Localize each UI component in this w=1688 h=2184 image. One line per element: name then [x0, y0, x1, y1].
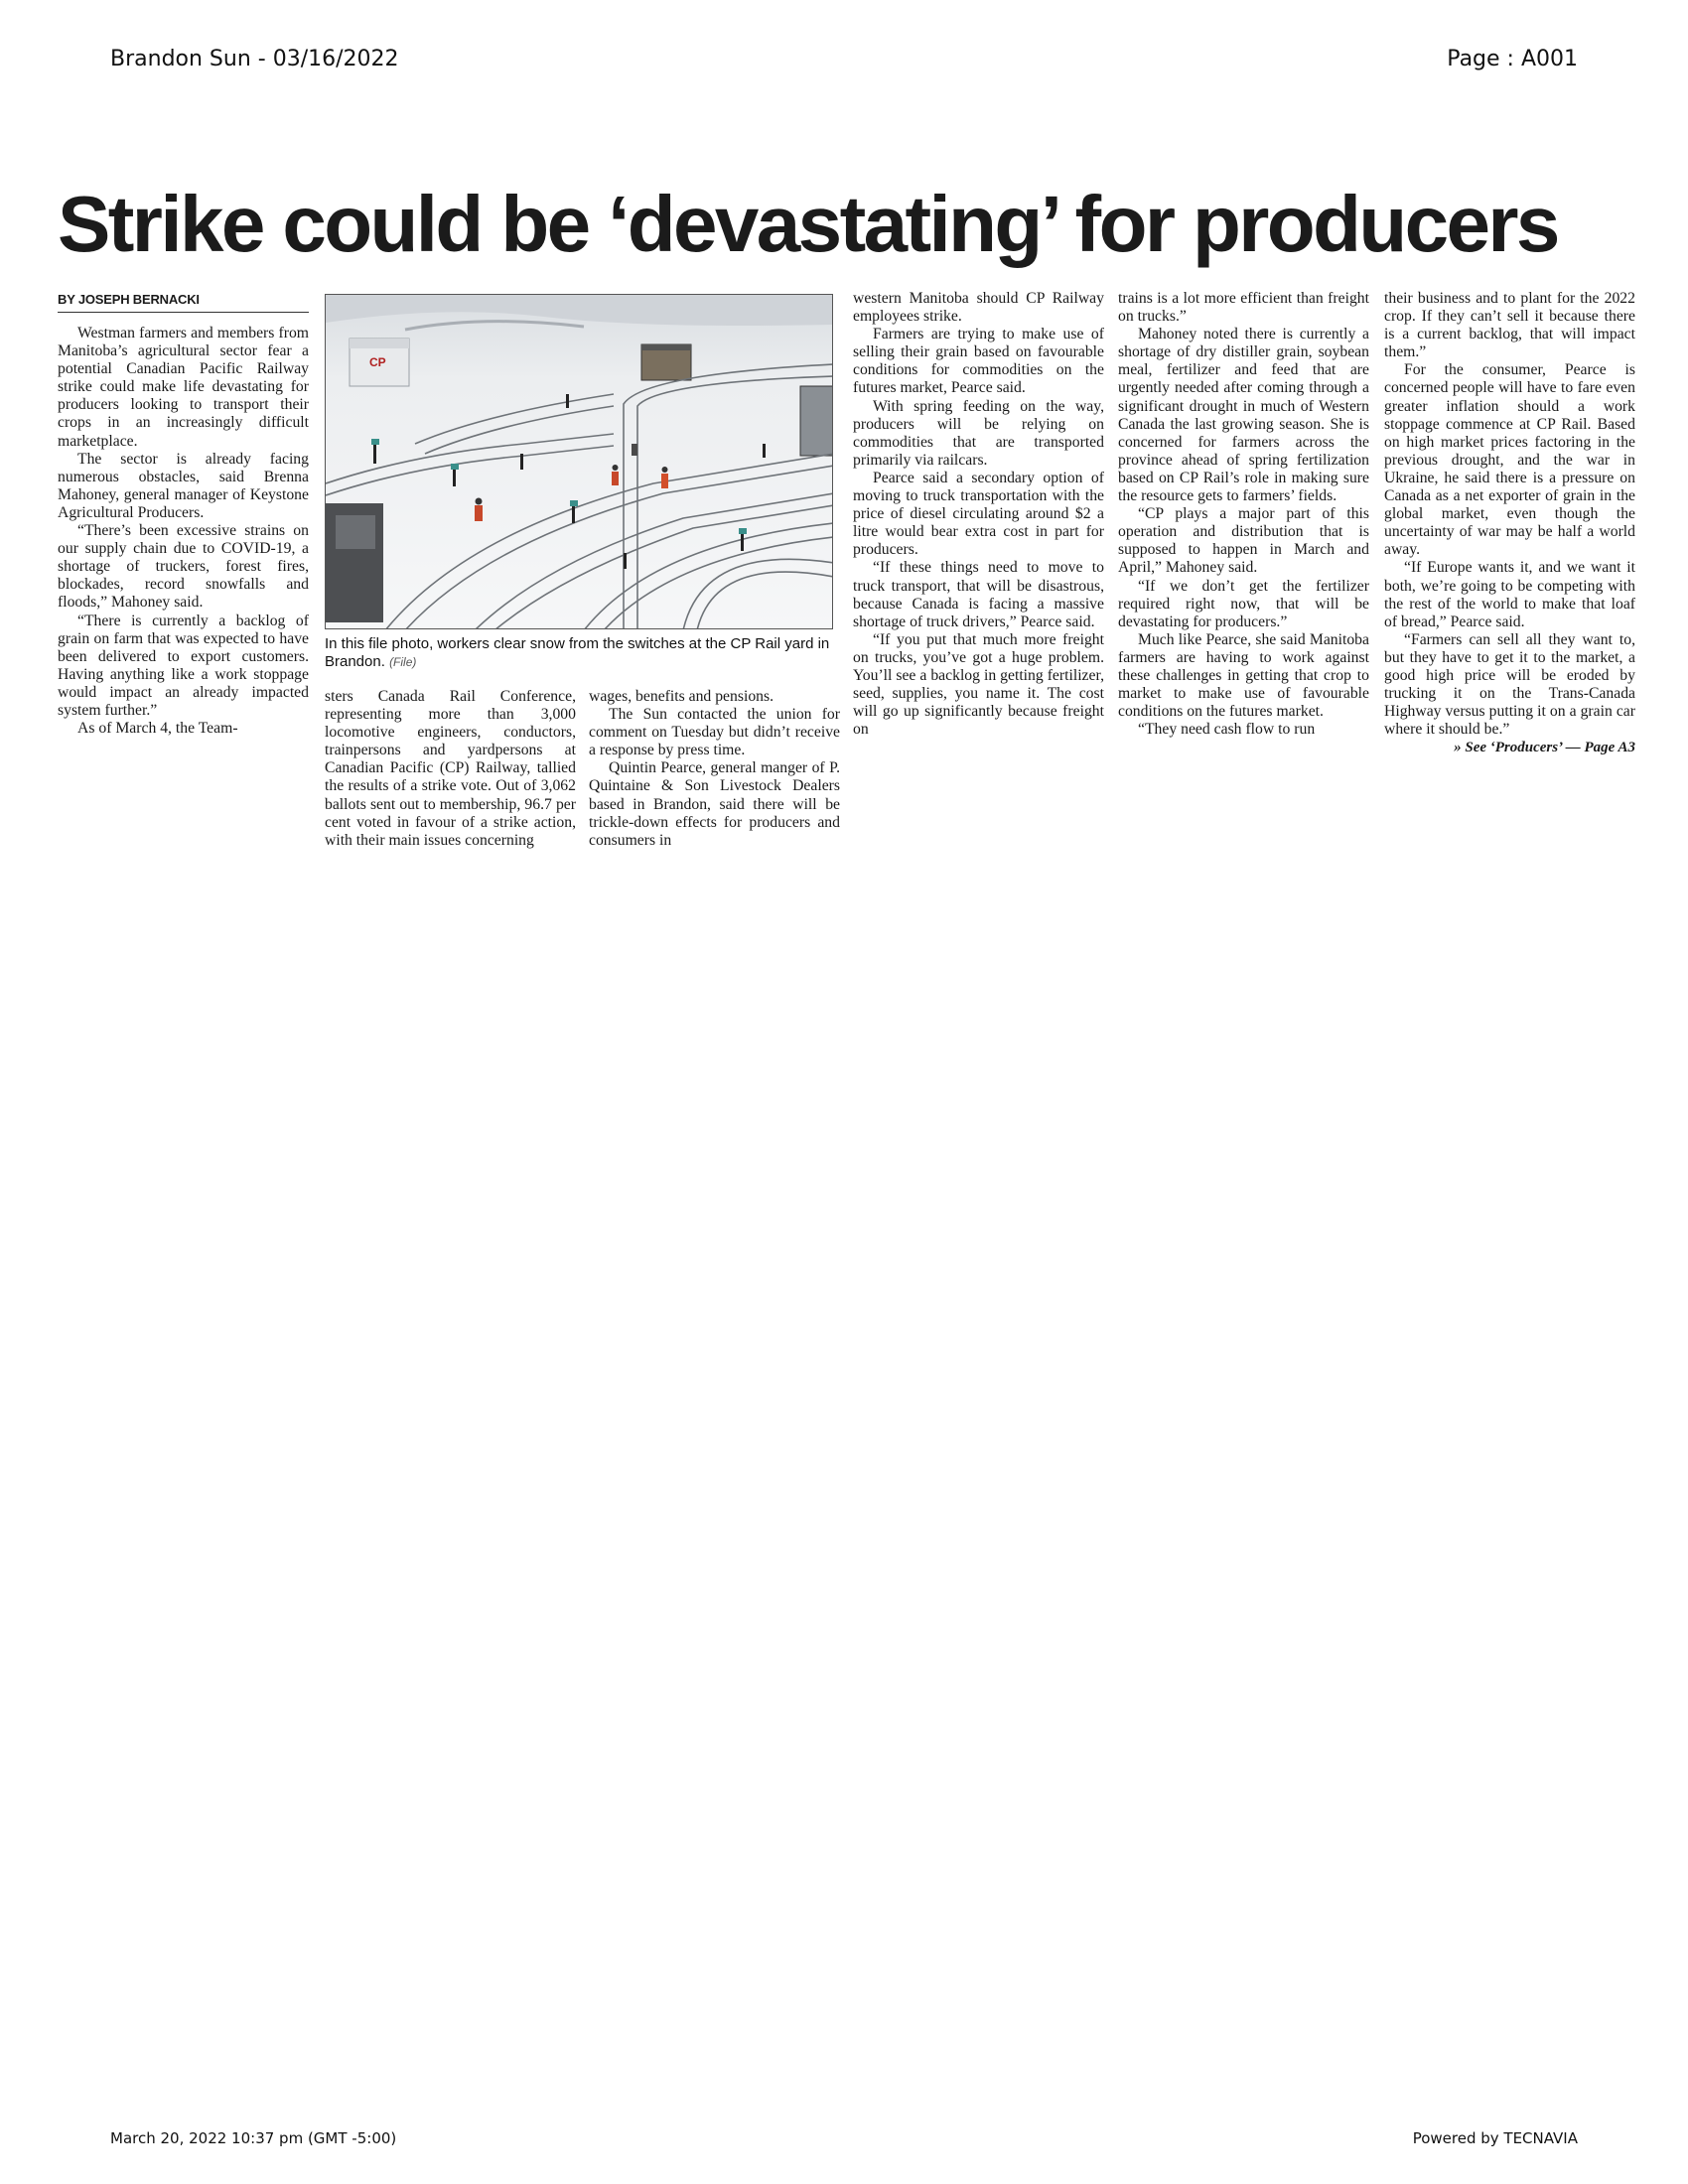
print-timestamp: March 20, 2022 10:37 pm (GMT -5:00)	[110, 2129, 397, 2147]
paragraph: The sector is already facing numerous obstacles, said Brenna Mahoney, general manager of Keystone Agricultural Producers.	[58, 450, 309, 521]
byline: BY JOSEPH BERNACKI	[58, 290, 309, 313]
paragraph: “If we don’t get the fertilizer required right now, that will be devastating for producers.”	[1118, 577, 1369, 630]
powered-by: Powered by TECNAVIA	[1412, 2129, 1578, 2147]
paragraph: With spring feeding on the way, producers will be relying on commodities that are transported primarily via railcars.	[853, 397, 1104, 469]
page-number: Page : A001	[1447, 47, 1578, 71]
paragraph: “If Europe wants it, and we want it both, we’re going to be competing with the rest of the world to make that loaf of bread,” Pearce said.	[1384, 559, 1635, 630]
paragraph: “There’s been excessive strains on our supply chain due to COVID-19, a shortage of truckers, forest fires, blockades, record snowfalls and floods,” Mahoney said.	[58, 522, 309, 612]
jump-link[interactable]: » See ‘Producers’ — Page A3	[1454, 740, 1635, 756]
headline: Strike could be ‘devastating’ for producers	[58, 180, 1558, 268]
paragraph: “If you put that much more freight on trucks, you’ve got a huge problem. You’ll see a backlog in getting fertilizer, seed, supplies, you name it. The cost will go up significantly because freight on	[853, 630, 1104, 739]
paragraph: For the consumer, Pearce is concerned people will have to fare even greater inflation should a work stoppage commence at CP Rail. Based on high market prices factoring in the previous drought, and the war in Ukraine, he said there is a pressure on Canada as a net exporter of grain in the global market, even though the uncertainty of war may be half a world away.	[1384, 361, 1635, 559]
paragraph: Quintin Pearce, general manger of P. Quintaine & Son Livestock Dealers based in Brandon, said there will be trickle-down effects for producers and consumers in	[589, 759, 840, 849]
article-column-1	[58, 290, 309, 910]
publication-date: Brandon Sun - 03/16/2022	[110, 47, 399, 71]
article-column-3	[589, 290, 840, 910]
paragraph: As of March 4, the Team-	[77, 720, 238, 738]
paragraph: Pearce said a secondary option of moving to truck transportation with the price of diesel circulating around $2 a litre would bear extra cost in part for producers.	[853, 469, 1104, 559]
paragraph: “Farmers can sell all they want to, but they have to get it to the market, a good high price will be eroded by trucking it on the Trans-Canada Highway versus putting it on a grain car where it should be.”	[1384, 630, 1635, 739]
photo-credit: (File)	[389, 655, 417, 669]
paragraph: “If these things need to move to truck transport, that will be disastrous, because Canada is facing a massive shortage of truck drivers,” Pearce said.	[853, 559, 1104, 630]
paragraph: their business and to plant for the 2022 crop. If they can’t sell it because there is a current backlog, that will impact them.”	[1384, 290, 1635, 361]
article-column-2	[325, 688, 576, 910]
paragraph: “CP plays a major part of this operation and distribution that is supposed to happen in March and April,” Mahoney said.	[1118, 505, 1369, 577]
paragraph: Westman farmers and members from Manitoba’s agricultural sector fear a potential Canadian Pacific Railway strike could make life devastating for producers looking to transport their crops in an increasingly difficult marketplace.	[58, 325, 309, 450]
paragraph: Much like Pearce, she said Manitoba farmers are having to work against these challenges in getting that crop to market to make use of favourable conditions on the futures market.	[1118, 630, 1369, 721]
photo-spacer	[589, 290, 840, 688]
paragraph: wages, benefits and pensions.	[589, 688, 774, 705]
paragraph: trains is a lot more efficient than freight on trucks.”	[1118, 290, 1369, 326]
paragraph: “They need cash flow to run	[1138, 721, 1316, 739]
article-column-5	[1118, 290, 1369, 910]
paragraph: Mahoney noted there is currently a shortage of dry distiller grain, soybean meal, fertilizer and feed that are urgently needed after coming through a significant drought in much of Western Canada the last growing season. She is concerned for farmers across the province ahead of spring fertilization based on CP Rail’s role in making sure the resource gets to farmers’ fields.	[1118, 326, 1369, 505]
cp-sign: CP	[369, 355, 386, 369]
paragraph: sters Canada Rail Conference, representing more than 3,000 locomotive engineers, conductors, trainpersons and yardpersons at Canadian Pacific (CP) Railway, tallied the results of a strike vote. Out of 3,062 ballots sent out to membership, 96.7 per cent voted in favour of a strike action, with their main issues concerning	[325, 688, 576, 849]
paragraph: Farmers are trying to make use of selling their grain based on favourable conditions for commodities on the futures market, Pearce said.	[853, 326, 1104, 397]
article-column-4	[853, 290, 1104, 910]
article-column-6	[1384, 290, 1635, 910]
paragraph: The Sun contacted the union for comment on Tuesday but didn’t receive a response by press time.	[589, 706, 840, 759]
caption-text: In this file photo, workers clear snow from the switches at the CP Rail yard in Brandon.	[325, 635, 830, 670]
paragraph: western Manitoba should CP Railway employees strike.	[853, 290, 1104, 326]
paragraph: “There is currently a backlog of grain on farm that was expected to have been delivered to export customers. Having anything like a work stoppage would impact an already impacted system further.”	[58, 612, 309, 719]
